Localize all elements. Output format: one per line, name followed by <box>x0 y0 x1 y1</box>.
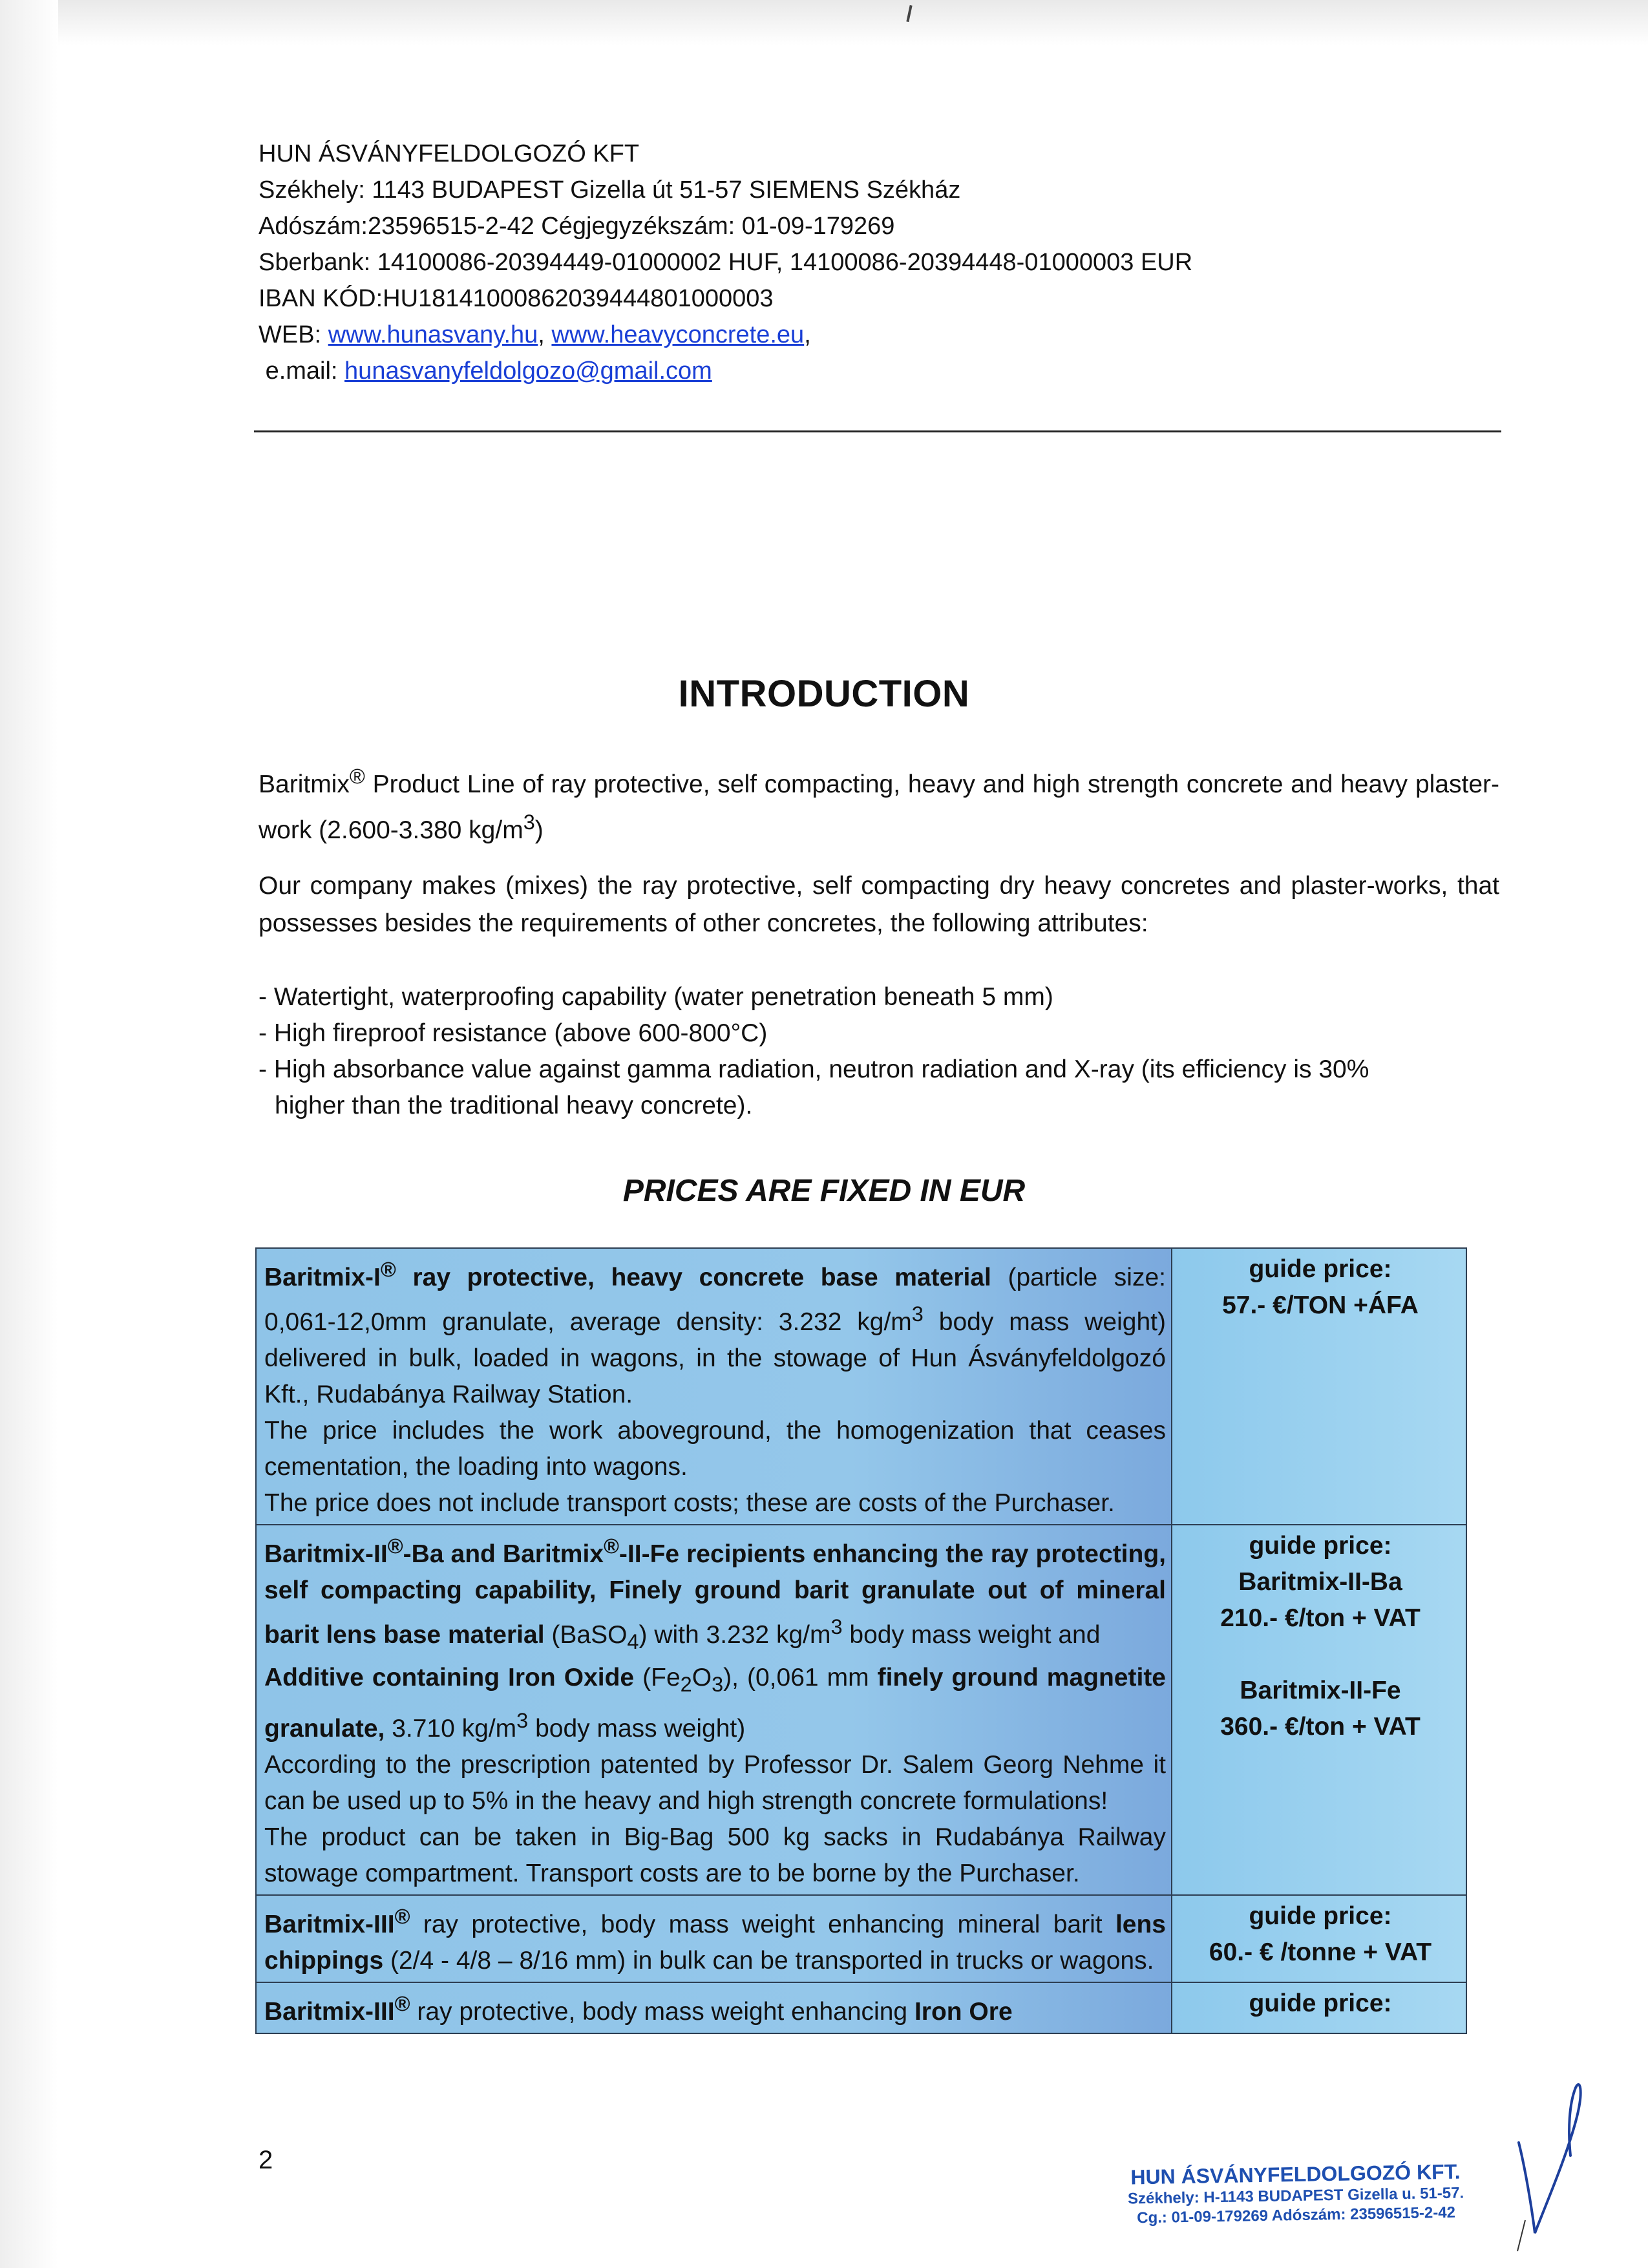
subscript: 2 <box>680 1672 692 1696</box>
price-table <box>255 1247 1467 2034</box>
price-label: guide price: <box>1249 1902 1392 1930</box>
price-value: 360.- €/ton + VAT <box>1220 1713 1421 1741</box>
email-label: e.mail: <box>265 357 345 385</box>
registered-mark: ® <box>349 765 365 788</box>
page-number: 2 <box>259 2146 273 2174</box>
product-title: Iron Ore <box>914 1997 1013 2026</box>
spec-text: body mass weight) <box>528 1714 746 1743</box>
registered-mark: ® <box>603 1534 619 1558</box>
seat-line: Székhely: 1143 BUDAPEST Gizella út 51-57 SIEMENS Székház <box>259 176 961 204</box>
product-name: Baritmix <box>502 1540 604 1568</box>
bank-line: Sberbank: 14100086-20394449-01000002 HUF, 14100086-20394448-01000003 EUR <box>259 249 1193 276</box>
price-cell <box>1172 1248 1466 1525</box>
price-value: 57.- €/TON +ÁFA <box>1222 1291 1419 1319</box>
stamp-company: HUN ÁSVÁNYFELDOLGOZÓ KFT. <box>1130 2159 1461 2189</box>
brand-name: Baritmix <box>259 770 350 798</box>
list-item: - High fireproof resistance (above 600-800°C) <box>259 1019 768 1047</box>
product-name: Baritmix-III <box>264 1997 395 2026</box>
product-name: Baritmix-III <box>264 1910 395 1938</box>
table-row <box>256 1525 1466 1895</box>
price-label: guide price: <box>1249 1532 1392 1560</box>
spec-text: ray protective, body mass weight enhancing mineral barit <box>410 1910 1115 1938</box>
product-name-suffix: -Ba <box>403 1540 444 1568</box>
table-row <box>256 1982 1466 2033</box>
product-description <box>256 1248 1172 1525</box>
scan-left-shadow <box>0 0 58 2268</box>
web-line <box>259 317 1192 353</box>
spec-text: (BaSO <box>544 1621 628 1649</box>
web-label: WEB: <box>259 321 328 348</box>
web-link-heavyconcrete[interactable]: www.heavyconcrete.eu <box>551 321 805 348</box>
email-line <box>259 353 1192 389</box>
price-cell <box>1172 1525 1466 1895</box>
intro-paragraph-1 <box>259 758 1499 849</box>
description-line: The price includes the work aboveground, the homogenization that ceases cementation, the loading into wagons. <box>264 1417 1166 1481</box>
price-cell <box>1172 1982 1466 2033</box>
company-name: HUN ÁSVÁNYFELDOLGOZÓ KFT <box>259 140 640 167</box>
superscript: 3 <box>516 1708 529 1732</box>
list-item-continuation: higher than the traditional heavy concrete). <box>275 1092 753 1119</box>
spec-text: O <box>692 1663 712 1691</box>
registered-mark: ® <box>394 1904 410 1928</box>
attribute-list <box>259 979 1499 1124</box>
spec-text: body mass weight and <box>842 1621 1101 1649</box>
product-title: lens chippings <box>264 1910 1166 1975</box>
list-item: - High absorbance value against gamma radiation, neutron radiation and X-ray (its efficiency is 30% <box>259 1055 1369 1083</box>
product-title: ray protective, heavy concrete base material <box>396 1264 991 1291</box>
superscript: 3 <box>523 811 535 834</box>
stamp-address: Székhely: H-1143 BUDAPEST Gizella u. 51-57. <box>1127 2184 1464 2208</box>
page-title: INTRODUCTION <box>678 673 970 715</box>
product-name: Baritmix-II <box>264 1540 388 1568</box>
spec-text: ray protective, body mass weight enhancing <box>410 1997 914 2026</box>
product-description <box>256 1525 1172 1895</box>
product-variant-label: Baritmix-II-Fe <box>1240 1677 1401 1704</box>
description-line: The price does not include transport costs; these are costs of the Purchaser. <box>264 1489 1115 1517</box>
registered-mark: ® <box>380 1258 396 1281</box>
product-description <box>256 1895 1172 1982</box>
superscript: 3 <box>911 1302 924 1326</box>
additive-title: Additive containing Iron Oxide <box>264 1663 635 1691</box>
superscript: 3 <box>830 1615 843 1638</box>
spec-text: (particle size: 0,061-12,0mm granulate, average density: 3.232 kg/m <box>264 1264 1166 1336</box>
spacer <box>1180 1637 1461 1673</box>
intro-text: Product Line of ray protective, self compacting, heavy and high strength concrete and heavy plaster-work (2.600-3.380 kg/m <box>259 770 1499 844</box>
web-end: , <box>804 321 811 348</box>
spec-text: ) with 3.232 kg/m <box>639 1621 831 1649</box>
email-link[interactable]: hunasvanyfeldolgozo@gmail.com <box>344 357 712 385</box>
web-link-hunasvany[interactable]: www.hunasvany.hu <box>328 321 538 348</box>
prices-heading: PRICES ARE FIXED IN EUR <box>622 1174 1026 1208</box>
scan-top-shadow <box>0 0 1648 45</box>
subscript: 4 <box>627 1629 639 1653</box>
price-cell <box>1172 1895 1466 1982</box>
spec-text: (Fe <box>634 1663 681 1691</box>
table-row <box>256 1895 1466 1982</box>
header-divider <box>254 430 1501 432</box>
stamp-registration: Cg.: 01-09-179269 Adószám: 23596515-2-42 <box>1137 2203 1456 2227</box>
price-label: guide price: <box>1249 1255 1392 1283</box>
spec-text: body mass weight) delivered in bulk, loaded in wagons, in the stowage of Hun Ásványfeldolgozó Kft., Rudabánya Railway Station. <box>264 1308 1166 1408</box>
web-separator: , <box>538 321 552 348</box>
signature-mark <box>1506 2059 1609 2252</box>
conjunction: and <box>443 1540 503 1568</box>
additive-title: finely ground magnetite granulate, <box>264 1663 1166 1743</box>
spec-text: ), (0,061 mm <box>723 1663 878 1691</box>
product-description <box>256 1982 1172 2033</box>
tax-line: Adószám:23596515-2-42 Cégjegyzékszám: 01-09-179269 <box>259 213 895 240</box>
spec-text: 3.710 kg/m <box>385 1714 517 1743</box>
product-name: Baritmix-I <box>264 1264 381 1291</box>
description-line: According to the prescription patented by Professor Dr. Salem Georg Nehme it can be used up to 5% in the heavy and high strength concrete formulations! <box>264 1750 1166 1815</box>
product-variant-label: Baritmix-II-Ba <box>1238 1568 1402 1596</box>
table-row <box>256 1248 1466 1525</box>
price-value: 60.- € /tonne + VAT <box>1209 1938 1432 1966</box>
iban-line: IBAN KÓD:HU18141000862039444801000003 <box>259 285 774 312</box>
price-label: guide price: <box>1249 1989 1392 2017</box>
intro-text-end: ) <box>534 816 544 844</box>
registered-mark: ® <box>394 1991 410 2015</box>
price-value: 210.- €/ton + VAT <box>1220 1604 1421 1632</box>
product-title: -II-Fe recipients enhancing the ray protecting, self compacting capability, Finely ground barit granulate out of mineral barit lens base material <box>264 1540 1166 1649</box>
description-line: The product can be taken in Big-Bag 500 kg sacks in Rudabánya Railway stowage compartment. Transport costs are to be borne by the Purchaser. <box>264 1823 1166 1887</box>
spec-text: (2/4 - 4/8 – 8/16 mm) in bulk can be transported in trucks or wagons. <box>383 1946 1154 1975</box>
list-item: - Watertight, waterproofing capability (water penetration beneath 5 mm) <box>259 983 1053 1011</box>
registered-mark: ® <box>387 1534 403 1558</box>
subscript: 3 <box>712 1672 724 1696</box>
company-stamp <box>1114 2159 1477 2229</box>
intro-paragraph-2: Our company makes (mixes) the ray protective, self compacting dry heavy concretes and plaster-works, that possesses besides the requirements of other concretes, the following attributes: <box>259 872 1499 937</box>
letterhead <box>259 136 1192 389</box>
